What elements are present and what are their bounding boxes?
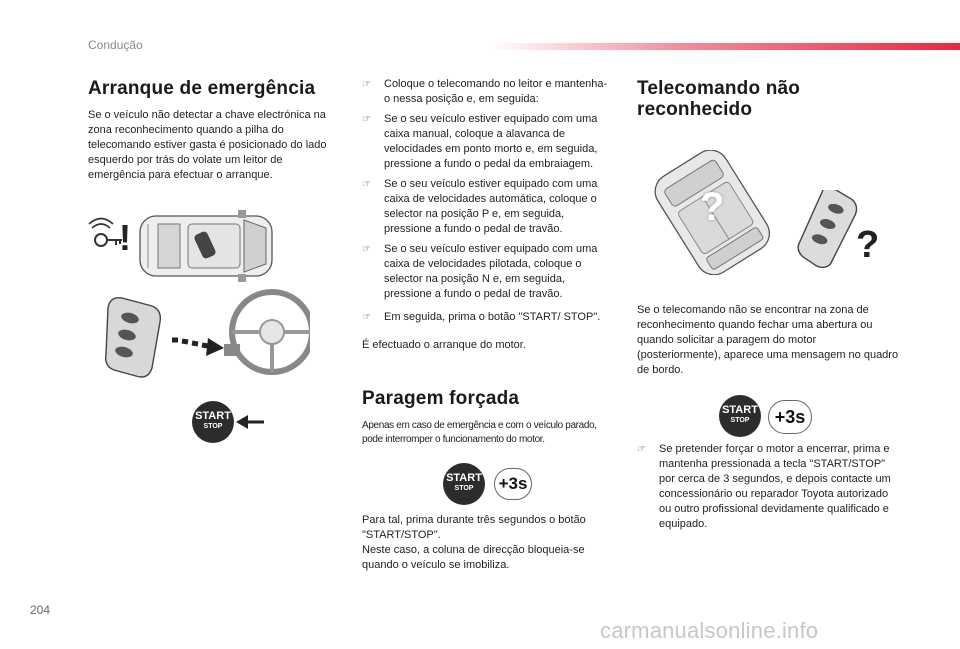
list-item: ☞ Em seguida, prima o botão "START/ STOP". (362, 311, 601, 323)
forced-stop-paragraph: Para tal, prima durante três segundos o botão "START/STOP". (362, 514, 586, 541)
question-mark-on-car-icon: ? (700, 185, 725, 229)
header-accent-bar (490, 43, 960, 50)
steering-wheel-icon (224, 292, 310, 372)
section-label: Condução (88, 38, 143, 52)
list-item: ☞ Se pretender forçar o motor a encerrar, prima e mantenha pressionada a tecla "START/STOP" por cerca de 3 segundos, e depois contacte um concessionário ou reparador Toyota autorizado ou outro profissional devidamente qualificado e equipado. (637, 443, 891, 530)
list-item: ☞ Se o seu veículo estiver equipado com uma caixa manual, coloque a alavanca de velocidades em ponto morto e, em seguida, pressione a fundo o pedal da embraiagem. (362, 113, 598, 170)
force-stop-list (637, 442, 899, 537)
car-top-view-illustration (88, 210, 283, 285)
key-fob-icon (106, 298, 161, 377)
forced-stop-condition: Apenas em caso de emergência e com o veículo parado, pode interromper o funcionamento do motor. (362, 420, 597, 445)
exclamation-icon: ! (119, 217, 131, 258)
title-remote-not-recognised: Telecomando não reconhecido (637, 78, 801, 120)
title-emergency-start: Arranque de emergência (88, 78, 316, 99)
bullet-icon: ☞ (362, 244, 371, 255)
press-arrow-icon (234, 413, 264, 431)
question-mark-icon: ? (856, 224, 880, 266)
engine-started-text: É efectuado o arranque do motor. (362, 339, 526, 351)
list-item: ☞ Se o seu veículo estiver equipado com uma caixa de velocidades pilotada, coloque o selector na posição N e, em seguida, pressione a fundo o pedal de travão. (362, 243, 598, 300)
emergency-start-paragraph: Se o veículo não detectar a chave electrónica na zona reconhecimento quando a pilha do telecomando estiver gasta é posicionado do lado esquerdo por trás do volate um leitor de emergência para efectuar o arranque. (88, 109, 327, 181)
bullet-icon: ☞ (637, 444, 646, 455)
list-item: ☞ Se o seu veículo estiver equipado com uma caixa de velocidades automática, coloque o selector na posição P e, em seguida, pressione a fundo o pedal de travão. (362, 178, 598, 235)
start-stop-button-icon: START STOP (192, 401, 234, 443)
start-steps-list (362, 77, 612, 330)
insert-arrow-icon (172, 338, 224, 356)
page-number: 204 (30, 603, 51, 617)
bullet-icon: ☞ (362, 114, 371, 125)
title-forced-stop: Paragem forçada (362, 388, 520, 409)
start-stop-button-icon: START STOP (719, 395, 761, 437)
watermark: carmanualsonline.info (600, 618, 819, 643)
plus-3-seconds-icon: +3s (768, 400, 812, 434)
list-item: ☞ Coloque o telecomando no leitor e mantenha-o nessa posição e, em seguida: (362, 78, 608, 105)
fob-reader-illustration (100, 288, 310, 383)
start-stop-button-icon: START STOP (443, 463, 485, 505)
plus-3-seconds-icon: +3s (494, 468, 532, 500)
bullet-icon: ☞ (362, 79, 371, 90)
bullet-icon: ☞ (362, 312, 371, 323)
steering-lock-paragraph: Neste caso, a coluna de direcção bloqueia-se quando o veículo se imobiliza. (362, 544, 585, 571)
key-warning-icon (89, 219, 122, 247)
key-fob-icon (795, 190, 865, 270)
remote-not-recognised-paragraph: Se o telecomando não se encontrar na zona de reconhecimento quando fechar uma abertura ou quando solicitar a paragem do motor (posteriormente), aparece uma mensagem no quadro de bordo. (637, 304, 899, 376)
bullet-icon: ☞ (362, 179, 371, 190)
